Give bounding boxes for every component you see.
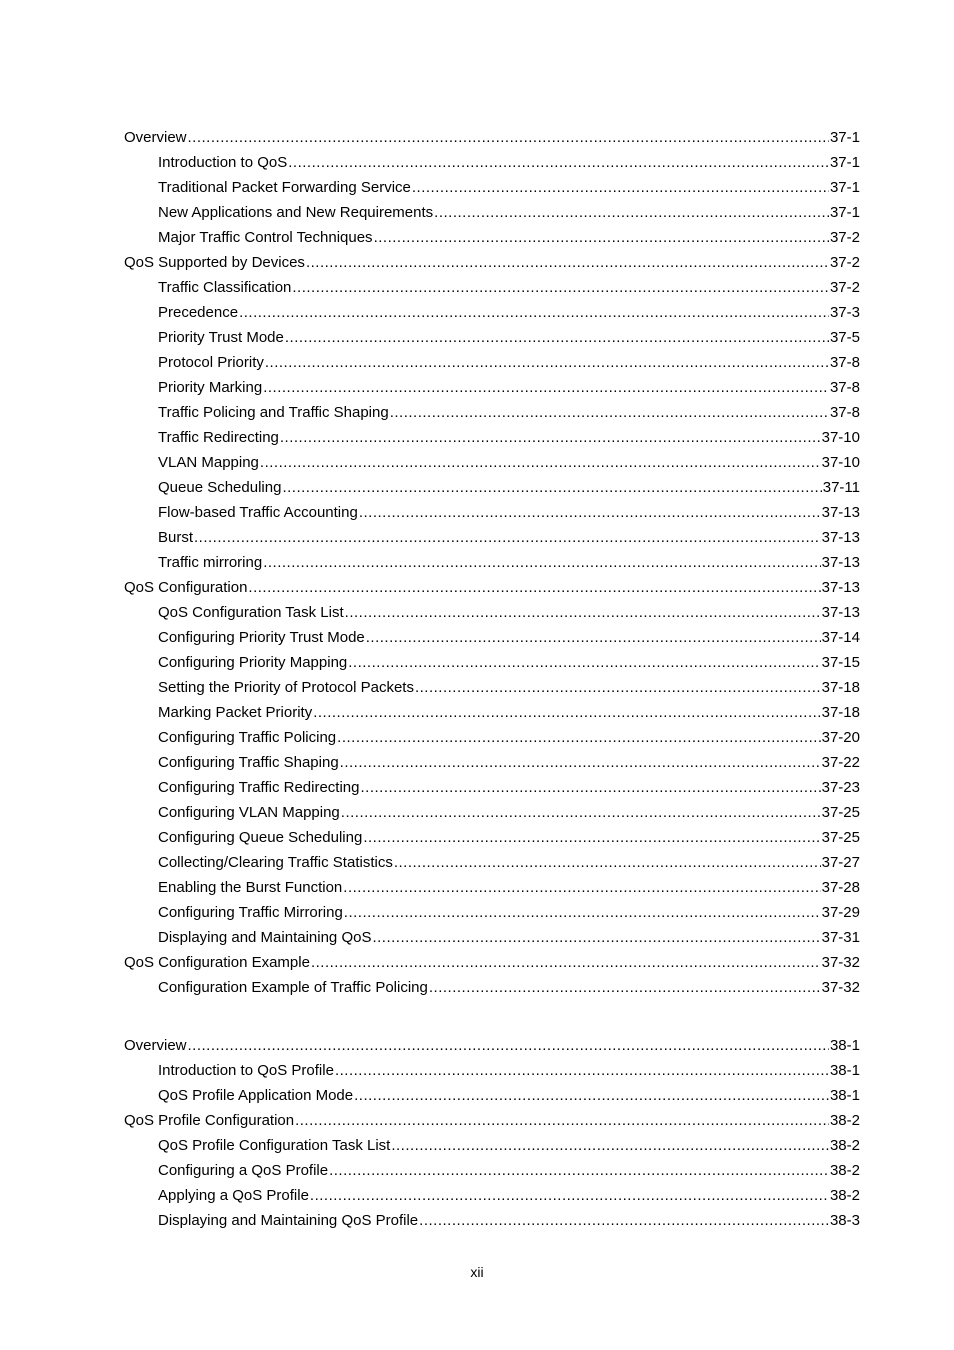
toc-section-entry[interactable] [124,425,860,450]
toc-section-qos-profile [124,1033,860,1233]
toc-entry-page-number: 37-13 [821,554,860,571]
toc-section-entry[interactable] [124,975,860,1000]
page-number: xii [470,1264,484,1280]
toc-dot-leader [429,975,821,1000]
toc-dot-leader [341,800,821,825]
toc-section-entry[interactable] [124,700,860,725]
toc-entry-title: QoS Profile Configuration [124,1112,295,1129]
toc-entry-page-number: 37-25 [821,804,860,821]
toc-entry-title: Traffic Redirecting [158,429,279,446]
toc-dot-leader [343,875,820,900]
toc-entry-title: Traffic Policing and Traffic Shaping [158,404,389,421]
toc-entry-page-number: 37-1 [829,129,860,146]
toc-entry-page-number: 37-8 [829,404,860,421]
toc-dot-leader [288,150,829,175]
toc-entry-page-number: 37-18 [821,704,860,721]
toc-dot-leader [306,250,829,275]
toc-entry-title: QoS Configuration Task List [158,604,344,621]
toc-dot-leader [390,400,829,425]
toc-entry-title: Enabling the Burst Function [158,879,343,896]
toc-entry-title: QoS Configuration [124,579,248,596]
toc-dot-leader [434,200,829,225]
toc-section-entry[interactable] [124,875,860,900]
toc-entry-page-number: 37-32 [821,979,860,996]
toc-entry-title: Configuring Traffic Mirroring [158,904,343,921]
toc-entry-title: Traffic mirroring [158,554,263,571]
toc-entry-page-number: 37-10 [821,429,860,446]
toc-entry-page-number: 37-27 [821,854,860,871]
toc-entry-title: Priority Marking [158,379,263,396]
toc-entry-page-number: 37-13 [821,604,860,621]
toc-entry-page-number: 37-2 [829,254,860,271]
toc-section-entry[interactable] [124,1183,860,1208]
toc-dot-leader [374,225,829,250]
toc-section-entry[interactable] [124,650,860,675]
toc-entry-page-number: 37-20 [821,729,860,746]
toc-section-entry[interactable] [124,900,860,925]
toc-entry-title: Priority Trust Mode [158,329,284,346]
toc-entry-page-number: 38-1 [829,1087,860,1104]
toc-section-entry[interactable] [124,525,860,550]
toc-entry-page-number: 37-13 [821,579,860,596]
toc-entry-title: Configuring Queue Scheduling [158,829,363,846]
toc-dot-leader [239,300,829,325]
toc-dot-leader [394,850,821,875]
toc-entry-page-number: 37-22 [821,754,860,771]
toc-entry-page-number: 37-31 [821,929,860,946]
toc-section-entry[interactable] [124,750,860,775]
toc-entry-page-number: 38-2 [829,1187,860,1204]
toc-entry-title: Overview [124,129,187,146]
toc-section-entry[interactable] [124,175,860,200]
toc-dot-leader [372,925,820,950]
toc-dot-leader [412,175,829,200]
toc-entry-page-number: 37-2 [829,279,860,296]
toc-dot-leader [344,900,821,925]
toc-entry-title: Configuration Example of Traffic Policing [158,979,428,996]
toc-dot-leader [295,1108,829,1133]
toc-dot-leader [285,325,829,350]
toc-entry-page-number: 37-10 [821,454,860,471]
toc-dot-leader [361,775,821,800]
toc-entry-page-number: 37-5 [829,329,860,346]
toc-chapter-entry[interactable] [124,950,860,975]
toc-entry-page-number: 37-32 [821,954,860,971]
toc-section-entry[interactable] [124,375,860,400]
toc-section-entry[interactable] [124,825,860,850]
toc-section-entry[interactable] [124,275,860,300]
toc-entry-page-number: 37-15 [821,654,860,671]
toc-section-entry[interactable] [124,450,860,475]
toc-section-entry[interactable] [124,350,860,375]
toc-entry-page-number: 37-25 [821,829,860,846]
toc-section-entry[interactable] [124,550,860,575]
toc-entry-title: QoS Supported by Devices [124,254,305,271]
toc-entry-page-number: 37-2 [829,229,860,246]
toc-dot-leader [311,950,821,975]
toc-entry-page-number: 37-13 [821,529,860,546]
toc-section-entry[interactable] [124,225,860,250]
toc-dot-leader [359,500,821,525]
toc-section-entry[interactable] [124,850,860,875]
toc-entry-title: Marking Packet Priority [158,704,313,721]
toc-entry-title: Configuring Priority Mapping [158,654,348,671]
toc-entry-title: Configuring Traffic Redirecting [158,779,360,796]
toc-chapter-entry[interactable] [124,1033,860,1058]
toc-dot-leader [391,1133,829,1158]
toc-entry-title: Protocol Priority [158,354,264,371]
toc-entry-title: New Applications and New Requirements [158,204,434,221]
toc-dot-leader [337,725,820,750]
toc-entry-title: Collecting/Clearing Traffic Statistics [158,854,393,871]
toc-dot-leader [188,125,829,150]
toc-dot-leader [354,1083,829,1108]
toc-dot-leader [419,1208,829,1233]
toc-entry-title: Traditional Packet Forwarding Service [158,179,411,196]
toc-section-entry[interactable] [124,400,860,425]
toc-chapter-entry[interactable] [124,125,860,150]
toc-entry-title: QoS Profile Configuration Task List [158,1137,391,1154]
toc-dot-leader [260,450,821,475]
toc-chapter-entry[interactable] [124,250,860,275]
toc-entry-page-number: 37-13 [821,504,860,521]
toc-section-entry[interactable] [124,150,860,175]
toc-chapter-entry[interactable] [124,575,860,600]
toc-entry-page-number: 38-2 [829,1162,860,1179]
toc-entry-title: Precedence [158,304,239,321]
toc-entry-page-number: 37-1 [829,154,860,171]
toc-dot-leader [366,625,821,650]
toc-entry-page-number: 38-3 [829,1212,860,1229]
toc-section-entry[interactable] [124,200,860,225]
toc-entry-title: Configuring VLAN Mapping [158,804,340,821]
toc-entry-title: Major Traffic Control Techniques [158,229,373,246]
toc-chapter-entry[interactable] [124,1108,860,1133]
toc-entry-title: Traffic Classification [158,279,292,296]
toc-entry-title: Burst [158,529,194,546]
toc-dot-leader [280,425,821,450]
toc-entry-title: Displaying and Maintaining QoS Profile [158,1212,419,1229]
toc-section-entry[interactable] [124,675,860,700]
toc-entry-title: QoS Configuration Example [124,954,310,971]
toc-entry-title: Displaying and Maintaining QoS [158,929,372,946]
toc-dot-leader [329,1158,829,1183]
toc-section-entry[interactable] [124,1133,860,1158]
toc-section-entry[interactable] [124,500,860,525]
toc-entry-page-number: 37-18 [821,679,860,696]
toc-section-entry[interactable] [124,1158,860,1183]
toc-dot-leader [345,600,821,625]
toc-dot-leader [415,675,821,700]
toc-entry-page-number: 37-1 [829,179,860,196]
toc-section-entry[interactable] [124,625,860,650]
toc-entry-title: Configuring a QoS Profile [158,1162,329,1179]
toc-dot-leader [282,475,821,500]
toc-entry-title: Setting the Priority of Protocol Packets [158,679,414,696]
toc-section-entry[interactable] [124,300,860,325]
toc-entry-page-number: 38-1 [829,1037,860,1054]
toc-section-entry[interactable] [124,325,860,350]
toc-entry-page-number: 38-2 [829,1137,860,1154]
toc-dot-leader [263,375,829,400]
toc-section-entry[interactable] [124,1083,860,1108]
toc-entry-page-number: 37-23 [821,779,860,796]
toc-entry-page-number: 37-3 [829,304,860,321]
toc-dot-leader [335,1058,829,1083]
toc-dot-leader [263,550,820,575]
toc-section-entry[interactable] [124,1058,860,1083]
toc-entry-page-number: 37-11 [822,479,860,496]
toc-section-entry[interactable] [124,1208,860,1233]
toc-entry-title: Configuring Traffic Shaping [158,754,339,771]
toc-entry-title: Applying a QoS Profile [158,1187,309,1204]
toc-dot-leader [348,650,820,675]
toc-entry-page-number: 37-14 [821,629,860,646]
toc-dot-leader [188,1033,829,1058]
toc-entry-page-number: 37-1 [829,204,860,221]
toc-section-qos [124,125,860,1000]
toc-section-entry[interactable] [124,600,860,625]
toc-dot-leader [313,700,820,725]
toc-entry-page-number: 37-8 [829,354,860,371]
toc-entry-title: Introduction to QoS Profile [158,1062,334,1079]
toc-entry-title: Overview [124,1037,187,1054]
toc-entry-page-number: 38-1 [829,1062,860,1079]
toc-entry-page-number: 37-29 [821,904,860,921]
toc-entry-page-number: 37-28 [821,879,860,896]
toc-section-entry[interactable] [124,775,860,800]
toc-dot-leader [310,1183,829,1208]
toc-entry-title: QoS Profile Application Mode [158,1087,354,1104]
toc-entry-title: Introduction to QoS [158,154,288,171]
toc-entry-page-number: 38-2 [829,1112,860,1129]
toc-entry-title: Configuring Traffic Policing [158,729,337,746]
toc-dot-leader [340,750,821,775]
toc-section-entry[interactable] [124,925,860,950]
toc-entry-title: Queue Scheduling [158,479,282,496]
toc-section-entry[interactable] [124,475,860,500]
toc-dot-leader [248,575,820,600]
toc-section-entry[interactable] [124,725,860,750]
toc-section-entry[interactable] [124,800,860,825]
toc-dot-leader [292,275,829,300]
toc-entry-title: Configuring Priority Trust Mode [158,629,365,646]
toc-entry-title: VLAN Mapping [158,454,259,471]
toc-dot-leader [265,350,829,375]
toc-entry-page-number: 37-8 [829,379,860,396]
toc-dot-leader [363,825,820,850]
toc-entry-title: Flow-based Traffic Accounting [158,504,358,521]
toc-dot-leader [194,525,821,550]
